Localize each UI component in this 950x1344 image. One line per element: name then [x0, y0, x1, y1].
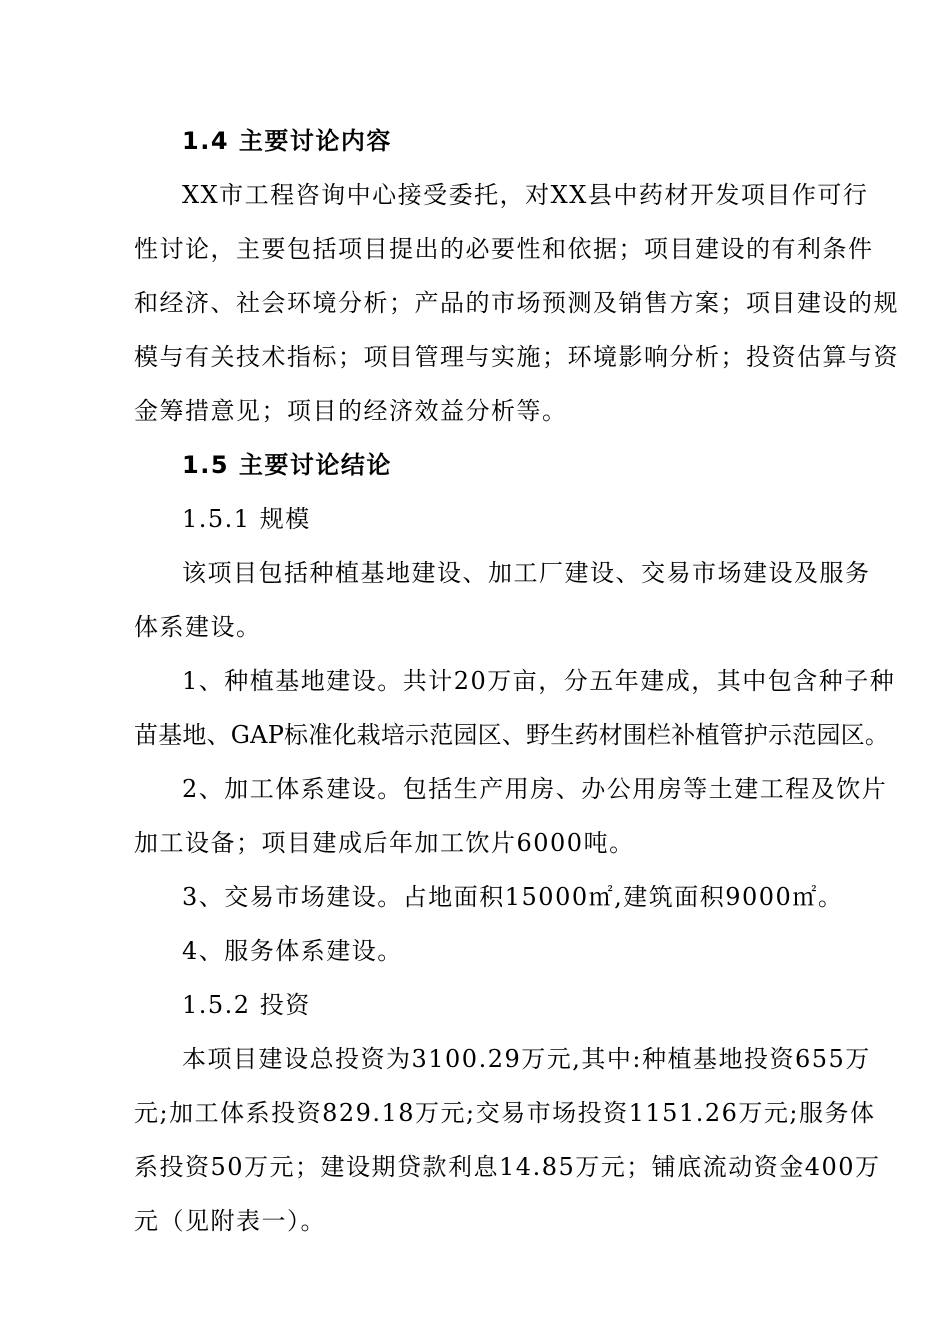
paragraph-line: 和经济、社会环境分析；产品的市场预测及销售方案；项目建设的规: [134, 289, 899, 317]
paragraph-line: 元;加工体系投资829.18万元;交易市场投资1151.26万元;服务体: [134, 1099, 876, 1127]
paragraph-line: 元（见附表一）。: [134, 1207, 326, 1235]
section-heading-1-4: 1.4 主要讨论内容: [182, 127, 392, 155]
list-item-line: 加工设备；项目建成后年加工饮片6000吨。: [134, 829, 635, 857]
list-item-line: 2、加工体系建设。包括生产用房、办公用房等土建工程及饮片: [182, 775, 888, 803]
subsection-heading-1-5-1: 1.5.1 规模: [182, 505, 311, 533]
list-item-line: 苗基地、GAP标准化栽培示范园区、野生药材围栏补植管护示范园区。: [134, 721, 890, 749]
paragraph-line: 金筹措意见；项目的经济效益分析等。: [134, 397, 568, 425]
paragraph-line: 本项目建设总投资为3100.29万元,其中:种植基地投资655万: [182, 1045, 871, 1073]
paragraph-line: XX市工程咨询中心接受委托，对XX县中药材开发项目作可行: [182, 181, 869, 209]
section-heading-1-5: 1.5 主要讨论结论: [182, 451, 392, 479]
paragraph-line: 系投资50万元；建设期贷款利息14.85万元；铺底流动资金400万: [134, 1153, 881, 1181]
list-item-line: 4、服务体系建设。: [182, 937, 403, 965]
list-item-line: 1、种植基地建设。共计20万亩，分五年建成，其中包含种子种: [182, 667, 896, 695]
paragraph-line: 体系建设。: [134, 613, 262, 641]
subsection-heading-1-5-2: 1.5.2 投资: [182, 991, 311, 1019]
list-item-line: 3、交易市场建设。占地面积15000㎡,建筑面积9000㎡。: [182, 883, 844, 911]
paragraph-line: 性讨论，主要包括项目提出的必要性和依据；项目建设的有利条件: [134, 235, 874, 263]
document-page: [134, 114, 899, 1248]
paragraph-line: 模与有关技术指标；项目管理与实施；环境影响分析；投资估算与资: [134, 343, 899, 371]
paragraph-line: 该项目包括种植基地建设、加工厂建设、交易市场建设及服务: [182, 559, 871, 587]
